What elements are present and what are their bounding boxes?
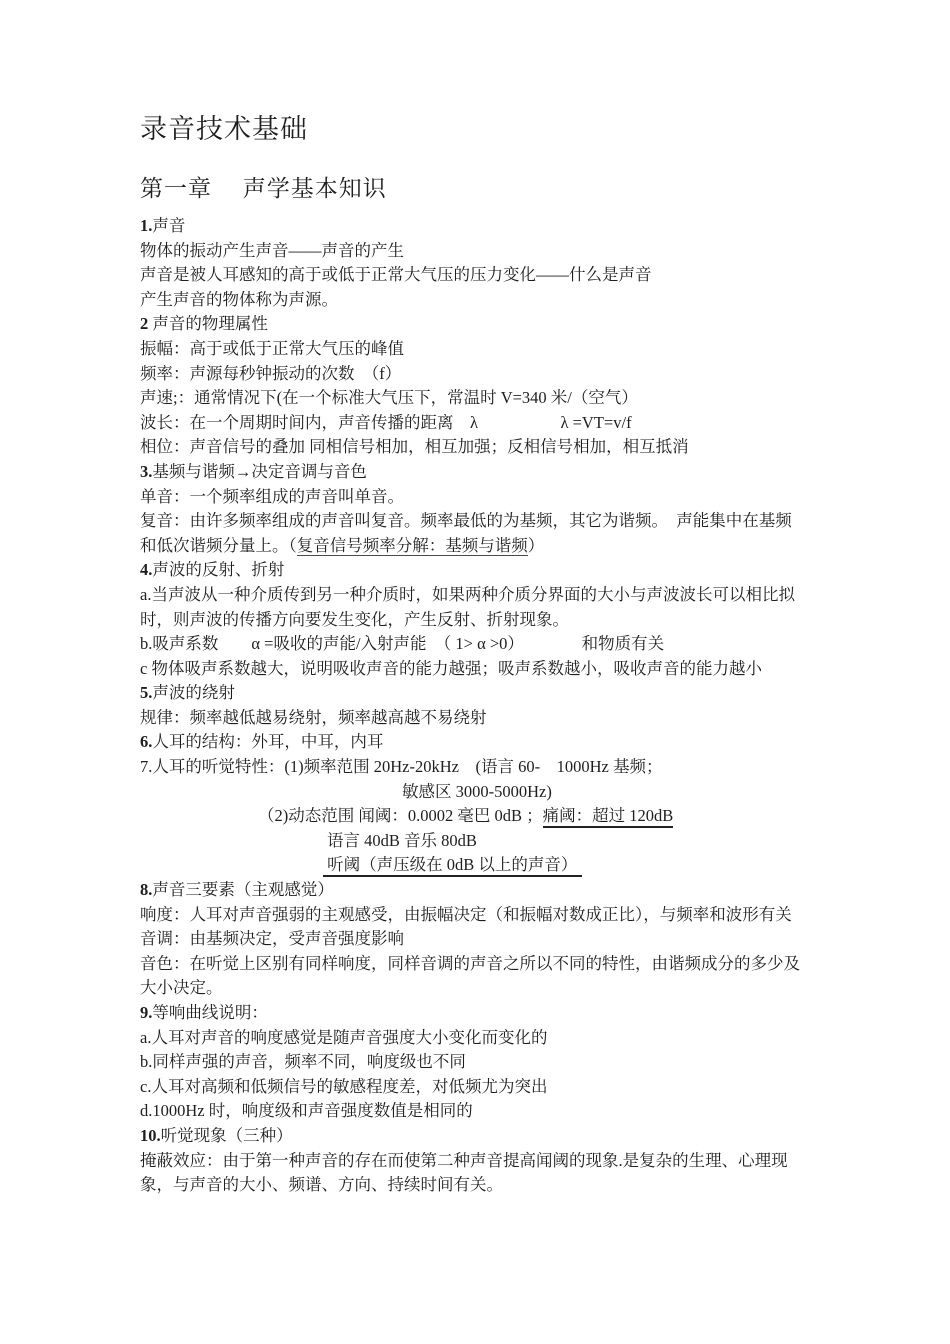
text-segment: 声音是被人耳感知的高于或低于正常大气压的压力变化——什么是声音 <box>140 265 652 285</box>
text-line <box>140 804 822 829</box>
text-segment: 产生声音的物体称为声源。 <box>140 289 338 309</box>
text-line <box>140 608 822 633</box>
text-line <box>140 263 822 288</box>
text-line <box>140 288 822 313</box>
item-number: 9. <box>140 1003 153 1022</box>
text-segment: 物体的振动产生声音——声音的产生 <box>140 240 404 260</box>
item-number: 8. <box>140 880 153 900</box>
text-segment: 等响曲线说明： <box>152 1003 268 1022</box>
text-segment: 相位：声音信号的叠加 同相信号相加，相互加强；反相信号相加，相互抵消 <box>140 437 689 457</box>
text-line <box>140 780 822 805</box>
text-line <box>140 681 822 706</box>
text-segment: 象，与声音的大小、频谱、方向、持续时间有关。 <box>140 1175 503 1195</box>
chapter-heading: 第一章 声学基本知识 <box>140 176 387 201</box>
text-segment: a.人耳对声音的响度感觉是随声音强度大小变化而变化的 <box>140 1027 548 1047</box>
text-segment: 听觉现象（三种） <box>160 1125 293 1145</box>
text-segment: 人耳的结构：外耳，中耳，内耳 <box>152 732 384 752</box>
text-line <box>140 485 822 510</box>
text-line <box>140 435 822 460</box>
text-segment: 振幅：高于或低于正常大气压的峰值 <box>140 338 404 358</box>
text-segment: 大小决定。 <box>140 978 223 998</box>
text-segment: 声波的反射、折射 <box>152 560 285 580</box>
text-segment: 敏感区 3000-5000Hz) <box>402 781 552 801</box>
text-segment: d.1000Hz 时，响度级和声音强度数值是相同的 <box>140 1101 473 1121</box>
text-segment: 单音：一个频率组成的声音叫单音。 <box>140 486 404 506</box>
document-title: 录音技术基础 <box>140 114 308 144</box>
underlined-text: 听阈（声压级在 0dB 以上的声音） <box>323 855 582 877</box>
item-number: 10. <box>140 1125 161 1145</box>
text-line <box>140 927 822 952</box>
item-number: 3. <box>140 461 153 481</box>
text-segment: 规律：频率越低越易绕射，频率越高越不易绕射 <box>140 707 487 727</box>
item-number: 4. <box>140 560 153 580</box>
text-segment: 声音三要素（主观感觉） <box>152 880 334 900</box>
text-segment: 掩蔽效应：由于第一种声音的存在而使第二种声音提高闻阈的现象.是复杂的生理、心理现 <box>140 1150 788 1170</box>
text-line <box>140 558 822 583</box>
item-number: 2 <box>140 314 153 334</box>
text-line <box>140 1050 822 1075</box>
text-segment: 复音：由许多频率组成的声音叫复音。频率最低的为基频，其它为谐频。 声能集中在基频 <box>140 511 792 531</box>
document-body <box>140 214 822 1198</box>
text-line <box>140 534 822 559</box>
text-segment: 频率：声源每秒钟振动的次数 （f） <box>140 363 402 383</box>
text-line <box>140 362 822 387</box>
text-segment: （2)动态范围 闻阈：0.0002 毫巴 0dB ； <box>258 806 543 826</box>
text-segment: b.吸声系数 α =吸收的声能/入射声能 （ 1> α >0） 和物质有关 <box>140 634 665 654</box>
text-segment: ） <box>527 535 545 555</box>
text-line <box>140 386 822 411</box>
text-segment: 声音的物理属性 <box>152 314 268 334</box>
text-segment: 基频与谐频→决定音调与音色 <box>152 461 367 481</box>
underlined-text: 痛阈：超过 120dB <box>543 806 674 828</box>
text-segment: 7.人耳的听觉特性：(1)频率范围 20Hz-20kHz (语言 60- 1000Hz 基频； <box>140 757 663 777</box>
underlined-text: 复音信号频率分解：基频与谐频 <box>296 535 528 555</box>
text-segment: 和低次谐频分量上。（ <box>140 535 297 555</box>
text-segment: b.同样声强的声音，频率不同，响度级也不同 <box>140 1052 466 1072</box>
text-line <box>140 632 822 657</box>
text-segment: 波长：在一个周期时间内，声音传播的距离 λ λ =VT=v/f <box>140 412 632 432</box>
text-segment: 声速;：通常情况下(在一个标准大气压下，常温时 V=340 米/（空气） <box>140 388 638 408</box>
text-segment: 语言 40dB 音乐 80dB <box>327 830 477 850</box>
text-line <box>140 903 822 928</box>
text-segment: 响度：人耳对声音强弱的主观感受，由振幅决定（和振幅对数成正比），与频率和波形有关 <box>140 904 792 924</box>
text-line <box>140 706 822 731</box>
text-line <box>140 853 822 878</box>
text-line <box>140 755 822 780</box>
text-line <box>140 829 822 854</box>
text-line <box>140 239 822 264</box>
text-line <box>140 1026 822 1051</box>
text-segment: 声波的绕射 <box>152 683 235 703</box>
text-segment: 音调：由基频决定，受声音强度影响 <box>140 929 404 949</box>
text-line <box>140 509 822 534</box>
text-line <box>140 411 822 436</box>
text-line <box>140 976 822 1001</box>
text-segment: 音色：在听觉上区别有同样响度，同样音调的声音之所以不同的特性，由谐频成分的多少及 <box>140 953 800 973</box>
item-number: 5. <box>140 683 153 703</box>
text-segment: 声音 <box>152 216 186 235</box>
text-line <box>140 1173 822 1198</box>
text-line <box>140 1149 822 1174</box>
text-line <box>140 583 822 608</box>
text-line <box>140 337 822 362</box>
text-line <box>140 312 822 337</box>
item-number: 1. <box>140 216 153 235</box>
text-line <box>140 878 822 903</box>
item-number: 6. <box>140 732 153 752</box>
text-line <box>140 952 822 977</box>
text-line <box>140 1001 822 1026</box>
text-line <box>140 1099 822 1124</box>
text-segment: 时，则声波的传播方向要发生变化，产生反射、折射现象。 <box>140 609 569 629</box>
text-line <box>140 460 822 485</box>
text-line <box>140 1075 822 1100</box>
text-line <box>140 657 822 682</box>
text-line <box>140 1124 822 1149</box>
text-line <box>140 214 822 239</box>
text-segment: c.人耳对高频和低频信号的敏感程度差，对低频尤为突出 <box>140 1076 548 1096</box>
text-segment: a.当声波从一种介质传到另一种介质时，如果两种介质分界面的大小与声波波长可以相比拟 <box>140 584 795 604</box>
text-line <box>140 730 822 755</box>
text-segment: c 物体吸声系数越大，说明吸收声音的能力越强；吸声系数越小，吸收声音的能力越小 <box>140 658 762 678</box>
